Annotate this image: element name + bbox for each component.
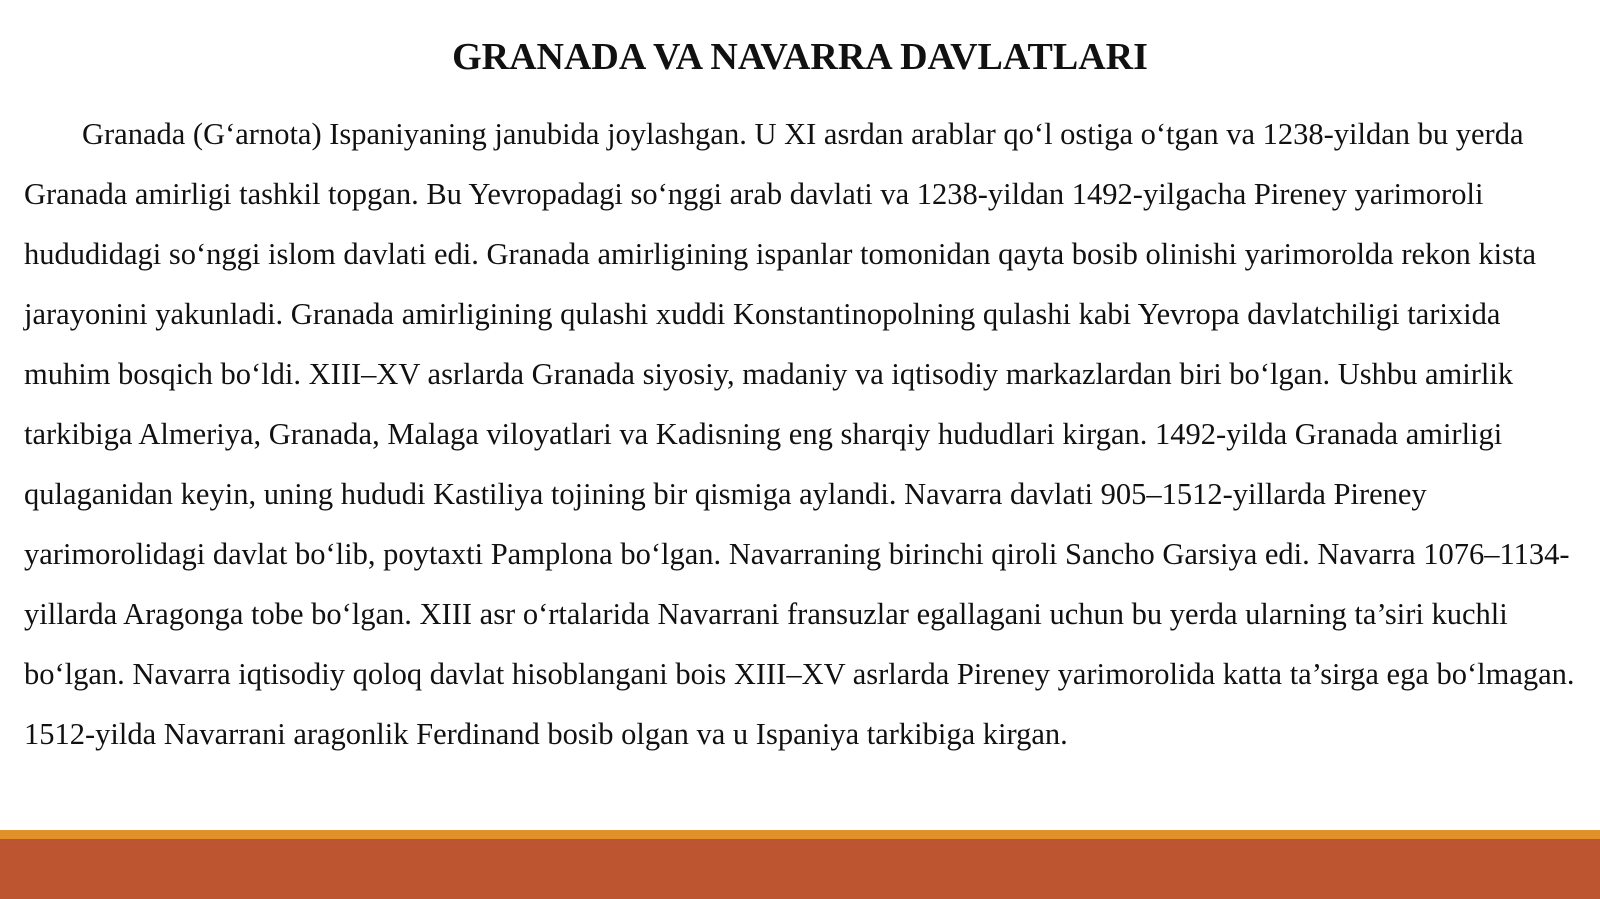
footer-accent-line: [0, 830, 1600, 839]
body-paragraph: Granada (G‘arnota) Ispaniyaning janubida joylashgan. U XI asrdan arablar qo‘l ostiga o‘tgan va 1238-yildan bu yerda Granada amirligi tashkil topgan. Bu Yevropadagi so‘nggi arab davlati va 1238-yildan 1492-yilgacha Pireney yarimoroli hududidagi so‘nggi islom davlati edi. Granada amirligining ispanlar tomonidan qayta bosib olinishi yarimorolda rekon kista jarayonini yakunladi. Granada amirligining qulashi xuddi Konstantinopolning qulashi kabi Yevropa davlatchiligi tarixida muhim bosqich bo‘ldi. XIII–XV asrlarda Granada siyosiy, madaniy va iqtisodiy markazlardan biri bo‘lgan. Ushbu amirlik tarkibiga Almeriya, Granada, Malaga viloyatlari va Kadisning eng sharqiy hududlari kirgan. 1492-yilda Granada amirligi qulaganidan keyin, uning hududi Kastiliya tojining bir qismiga aylandi. Navarra davlati 905–1512-yillarda Pireney yarimorolidagi davlat bo‘lib, poytaxti Pamplona bo‘lgan. Navarraning birinchi qiroli Sancho Garsiya edi. Navarra 1076–1134-yillarda Aragonga tobe bo‘lgan. XIII asr o‘rtalarida Navarrani fransuzlar egallagani uchun bu yerda ularning ta’siri kuchli bo‘lgan. Navarra iqtisodiy qoloq davlat hisoblangani bois XIII–XV asrlarda Pireney yarimorolida katta ta’sirga ega bo‘lmagan. 1512-yilda Navarrani aragonlik Ferdinand bosib olgan va u Ispaniya tarkibiga kirgan.: [24, 117, 1575, 751]
slide-title: GRANADA VA NAVARRA DAVLATLARI: [452, 36, 1148, 78]
footer-bar: [0, 839, 1600, 899]
